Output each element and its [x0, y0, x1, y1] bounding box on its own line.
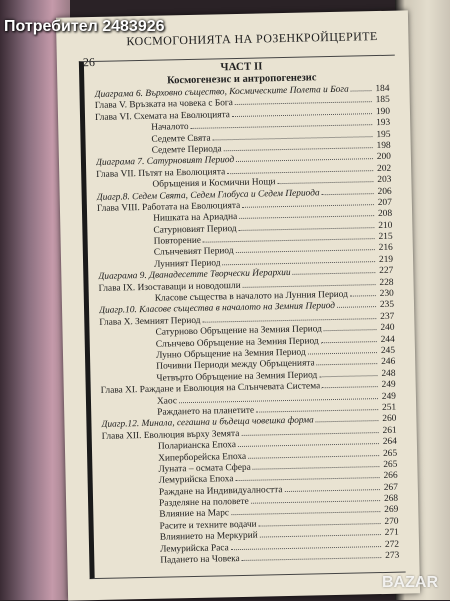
toc-entry-page: 215: [378, 231, 393, 243]
toc-entry-page: 185: [375, 95, 390, 106]
toc-entry-page: 260: [382, 414, 397, 425]
toc-entry-page: 267: [383, 482, 398, 493]
toc-entry-page: 203: [377, 174, 392, 186]
toc-entry-page: 195: [376, 129, 391, 140]
toc-entry-title: Диагр.8. Седем Свята, Седем Глобуса и Седем Периода: [96, 187, 320, 203]
toc-leader-dots: [223, 140, 372, 151]
toc-leader-dots: [277, 174, 373, 184]
toc-leader-dots: [235, 470, 379, 481]
toc-entry-page: 227: [379, 265, 394, 277]
part-title: ЧАСТ II: [220, 60, 263, 74]
toc-entry-title: Сатурново Обръщение на Земния Период: [155, 324, 323, 338]
toc-entry-page: 240: [380, 322, 395, 334]
toc-leader-dots: [239, 208, 374, 219]
toc-leader-dots: [351, 83, 372, 91]
toc-entry-title: Глава VIII. Работата на Еволюцията: [96, 200, 241, 214]
toc-leader-dots: [236, 151, 373, 162]
toc-leader-dots: [235, 95, 372, 106]
book-page: [56, 10, 420, 600]
toc-entry-title: Сатурновият Период: [153, 223, 237, 236]
toc-entry-title: Влиянието на Меркурий: [159, 530, 258, 543]
toc-entry-title: Обръщения и Космични Нощи: [152, 177, 276, 190]
toc-entry-page: 269: [384, 505, 399, 516]
toc-entry-title: Слънчевият Период: [153, 246, 234, 259]
toc-entry-page: 190: [375, 106, 391, 117]
toc-entry-page: 245: [380, 345, 396, 357]
toc-entry-title: Седемте Периода: [151, 144, 222, 156]
toc-leader-dots: [292, 265, 375, 275]
toc-leader-dots: [242, 550, 382, 561]
toc-leader-dots: [337, 300, 376, 309]
toc-entry-page: 246: [381, 357, 396, 368]
toc-entry-title: Влияние на Марс: [159, 508, 230, 521]
toc-entry-title: Слънчево Обръщение на Земния Период: [155, 335, 319, 350]
toc-entry-title: Лунно Обръщение на Земния Период: [155, 347, 306, 361]
toc-entry-title: Глава V. Връзката на човека с Бога: [94, 98, 233, 112]
toc-leader-dots: [322, 379, 378, 388]
toc-entry-title: Глава X. Земният Период: [99, 315, 201, 328]
toc-leader-dots: [350, 288, 376, 297]
toc-entry-title: Повторение: [153, 235, 202, 247]
section-title: Космогенезис и антропогенезис: [166, 72, 317, 87]
toc-leader-dots: [232, 106, 372, 117]
toc-leader-dots: [259, 516, 381, 527]
toc-entry-page: 273: [385, 550, 400, 561]
toc-entry-page: 235: [379, 300, 395, 311]
toc-leader-dots: [324, 322, 377, 331]
toc-entry-title: Лемурийска Раса: [159, 542, 229, 555]
toc-entry-page: 200: [376, 152, 392, 163]
toc-entry-page: 249: [381, 391, 397, 402]
toc-entry-title: Расите и техните водачи: [159, 519, 257, 532]
toc-leader-dots: [227, 163, 373, 174]
toc-leader-dots: [231, 505, 380, 516]
toc-entry-page: 210: [378, 220, 393, 231]
toc-leader-dots: [284, 482, 379, 492]
page-number: 26: [82, 54, 96, 70]
bazar-logo: BAZAR: [382, 574, 438, 591]
toc-entry-page: 184: [375, 83, 390, 95]
toc-entry-page: 264: [382, 436, 397, 448]
toc-entry-title: Лемурийска Епоха: [158, 474, 234, 486]
toc-entry-page: 248: [381, 368, 396, 379]
toc-entry-title: Раждането на планетите: [157, 405, 255, 418]
toc-entry-page: 237: [380, 311, 395, 322]
toc-entry-title: Глава XI. Раждане и Еволюция на Слънчевата Система: [100, 381, 321, 397]
toc-entry-page: 202: [377, 163, 392, 174]
toc-leader-dots: [243, 277, 376, 288]
toc-entry-title: Нишката на Ариадна: [153, 212, 238, 225]
toc-leader-dots: [321, 186, 373, 195]
toc-entry-title: Раждане на Индивидуалността: [158, 484, 283, 498]
toc-leader-dots: [308, 345, 377, 354]
toc-leader-dots: [231, 539, 381, 550]
toc-leader-dots: [242, 197, 374, 208]
toc-entry-page: 208: [377, 209, 393, 220]
toc-leader-dots: [238, 436, 379, 447]
toc-leader-dots: [241, 425, 378, 436]
toc-entry-title: Падането на Човека: [160, 554, 240, 566]
toc-entry-title: Глава XII. Еволюция върху Земята: [101, 428, 240, 442]
toc-entry-title: Почивни Периоди между Обръщенията: [156, 358, 315, 373]
toc-entry-title: Четвърто Обръщение на Земния Период: [156, 370, 318, 384]
toc-entry-page: 270: [384, 516, 399, 527]
toc-frame: [79, 55, 406, 580]
toc-entry-page: 266: [383, 470, 398, 482]
toc-entry-title: Поларианска Епоха: [157, 440, 237, 452]
toc-leader-dots: [239, 220, 375, 231]
toc-entry-page: 206: [377, 186, 392, 197]
toc-entry-title: Хиперборейска Епоха: [158, 451, 247, 464]
toc-entry-title: Глава VI. Схемата на Еволюцията: [94, 109, 231, 123]
toc-leader-dots: [319, 368, 377, 377]
toc-entry-page: 272: [384, 539, 400, 550]
toc-entry-page: 207: [377, 197, 392, 208]
toc-entry-title: Диагр.10. Класове същества в началото на Земния Период: [98, 301, 336, 317]
toc-leader-dots: [235, 243, 374, 254]
toc-leader-dots: [321, 334, 377, 343]
toc-entry-title: Глава IX. Изоставащи и новодошли: [98, 280, 241, 294]
toc-entry-page: 261: [382, 425, 397, 436]
toc-entry-title: Класове същества в началото на Лунния Период: [154, 289, 349, 304]
toc-entry-title: Диаграма 7. Сатурновият Период: [95, 155, 235, 169]
toc-entry-page: 219: [378, 254, 394, 265]
toc-leader-dots: [248, 448, 379, 459]
toc-leader-dots: [316, 413, 379, 422]
toc-entry-page: 216: [378, 243, 393, 254]
running-head: КОСМОГОНИЯТА НА РОЗЕНКРОЙЦЕРИТЕ: [126, 29, 378, 49]
toc-leader-dots: [256, 402, 378, 413]
toc-entry-title: Разделяне на половете: [159, 496, 249, 509]
toc-leader-dots: [260, 527, 381, 538]
toc-entry-page: 244: [380, 334, 395, 345]
table-of-contents: [94, 83, 399, 567]
toc-entry-page: 230: [379, 288, 394, 300]
toc-leader-dots: [253, 459, 380, 470]
toc-entry-title: Глава VII. Пътят на Еволюцията: [96, 166, 226, 180]
toc-entry-title: Началото: [151, 122, 189, 133]
toc-entry-page: 198: [376, 140, 391, 152]
toc-entry-title: Диаграма 9. Дванадесетте Творчески Йерархии: [98, 268, 291, 283]
toc-entry-page: 268: [383, 493, 399, 505]
toc-entry-page: 249: [381, 379, 396, 391]
toc-entry-title: Хаос: [156, 395, 178, 407]
toc-entry-title: Лунният Период: [154, 258, 221, 270]
toc-entry-title: Луната – осмата Сфера: [158, 462, 251, 475]
toc-entry-title: Диагр.12. Минала, сегашна и бъдеща човешка форма: [101, 415, 314, 431]
toc-entry-page: 265: [382, 448, 398, 459]
toc-leader-dots: [317, 356, 378, 365]
toc-entry-page: 265: [383, 459, 398, 470]
toc-entry-title: Диаграма 6. Върховно същество, Космическите Полета и Бога: [94, 84, 349, 100]
toc-entry-page: 251: [382, 402, 397, 413]
toc-entry-page: 228: [379, 277, 394, 288]
toc-entry-title: Седемте Свята: [151, 133, 211, 145]
toc-leader-dots: [251, 493, 381, 504]
toc-entry-page: 193: [376, 117, 391, 129]
toc-entry-page: 271: [384, 527, 399, 539]
user-watermark: Потребител 2483926: [4, 18, 165, 35]
